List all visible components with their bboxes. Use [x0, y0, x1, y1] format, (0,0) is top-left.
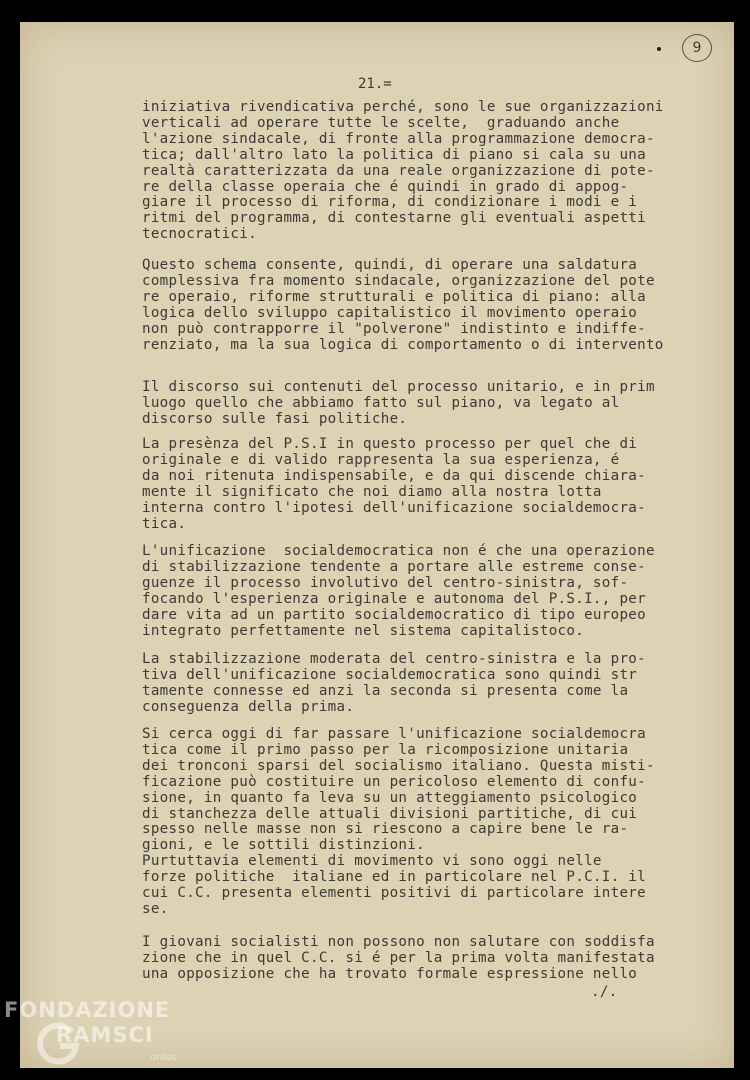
- page-number: 21.=: [358, 76, 392, 92]
- fondazione-gramsci-watermark: [4, 998, 194, 1078]
- paragraph-3: Il discorso sui contenuti del processo unitario, e in prim luogo quello che abbiamo fatto sul piano, va legato al discorso sulle fasi politiche.: [142, 379, 655, 427]
- watermark-suffix: onlus: [150, 1052, 177, 1063]
- paragraph-1: iniziativa rivendicativa perché, sono le sue organizzazioni verticali ad operare tutte le scelte, graduando anche l'azione sindacale, di fronte alla programmazione democra- tica; dall'altro lato la politica di piano si cala su una realtà caratterizzata da una reale organizzazione di pote- re della classe operaia che é quindi in grado di appog- giare il processo di riforma, di condizionare i modi e i ritmi del programma, di contestarne gli eventuali aspetti tecnocratici.: [142, 99, 664, 243]
- paragraph-4: La presènza del P.S.I in questo processo per quel che di originale e di valido rappresenta la sua esperienza, é da noi ritenuta indispensabile, e da qui discende chiara- mente il significato che noi diamo alla nostra lotta interna contro l'ipotesi dell'unificazione socialdemocra- tica.: [142, 436, 646, 532]
- document-page: [20, 22, 734, 1068]
- paragraph-6: La stabilizzazione moderata del centro-sinistra e la pro- tiva dell'unificazione socialdemocratica sono quindi str tamente connesse ed anzi la seconda si presenta come la conseguenza della prima.: [142, 651, 646, 715]
- paragraph-8: I giovani socialisti non possono non salutare con soddisfa zione che in quel C.C. si é per la prima volta manifestata una opposizione che ha trovato formale espressione nello: [142, 934, 655, 982]
- paragraph-7: Si cerca oggi di far passare l'unificazione socialdemocra tica come il primo passo per la ricomposizione unitaria dei tronconi sparsi del socialismo italiano. Questa misti- ficazione può costituire un pericoloso elemento di confu- sione, in quanto fa leva su un atteggiamento psicologico di stanchezza delle attuali divisioni partitiche, di cui spesso nelle masse non si riescono a capire bene le ra- gioni, e le sottili distinzioni. Purtuttavia elementi di movimento vi sono oggi nelle forze politiche italiane ed in particolare nel P.C.I. il cui C.C. presenta elementi positivi di particolare intere se.: [142, 726, 655, 917]
- continuation-mark: ./.: [591, 984, 618, 1000]
- paragraph-2: Questo schema consente, quindi, di operare una saldatura complessiva fra momento sindacale, organizzazione del pote re operaio, riforme strutturali e politica di piano: alla logica dello sviluppo capitalistico il movimento operaio non può contrapporre il "polverone" indistinto e indiffe- renziato, ma la sua logica di comportamento o di intervento: [142, 257, 664, 353]
- archive-page-number: 9: [682, 34, 712, 62]
- watermark-line-2: RAMSCI: [56, 1023, 154, 1047]
- paragraph-5: L'unificazione socialdemocratica non é che una operazione di stabilizzazione tendente a portare alle estreme conse- guenze il processo involutivo del centro-sinistra, sof- focando l'esperienza originale e autonoma del P.S.I., per dare vita ad un partito socialdemocratico di tipo europeo integrato perfettamente nel sistema capitalistoco.: [142, 543, 655, 639]
- watermark-line-1: FONDAZIONE: [4, 998, 171, 1022]
- ink-dot: [657, 47, 661, 51]
